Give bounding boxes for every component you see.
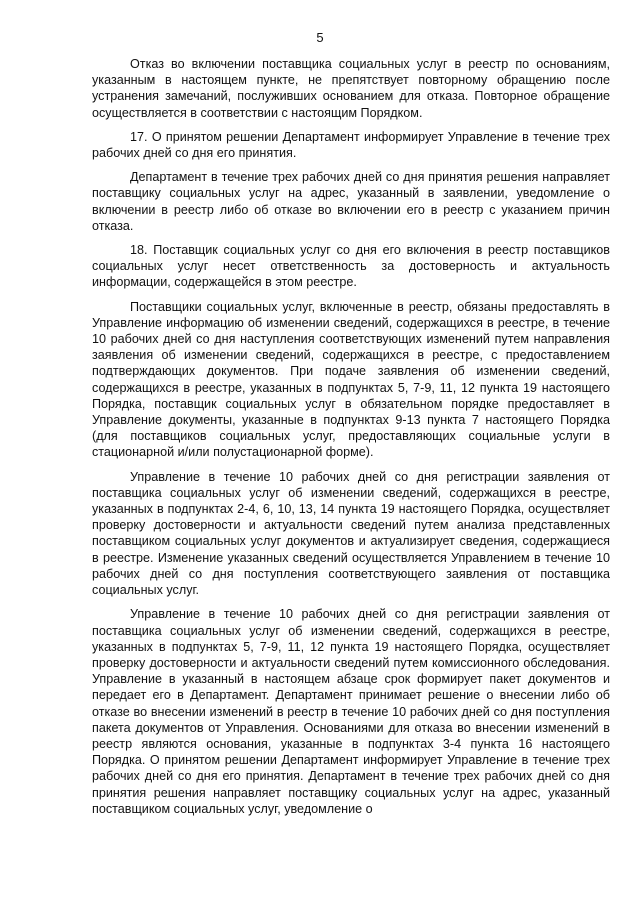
paragraph-management-check-2: Управление в течение 10 рабочих дней со дня регистрации заявления от поставщика социальных услуг об изменении сведений, содержащихся в реестре, указанных в подпунктах 5, 7-9, 11, 12 пункта 19 настоящего Порядка, осуществляет проверку достоверности и актуальности сведений путем комиссионного обследования. Управление в указанный в настоящем абзаце срок формирует пакет документов и передает его в Департамент. Департамент принимает решение о внесении либо об отказе во внесении изменений в реестр в течение 10 рабочих дней со дня поступления пакета документов от Управления. Основаниями для отказа во внесении изменений в реестр являются основания, указанные в подпунктах 3-4 пункта 16 настоящего Порядка. О принятом решении Департамент информирует Управление в течение трех рабочих дней со дня его принятия. Департамент в течение трех рабочих дней со дня принятия решения направляет поставщику социальных услуг на адрес, указанный поставщиком социальных услуг, уведомление о xyxy=(92,607,610,816)
document-body xyxy=(92,56,610,817)
paragraph-providers-obligation: Поставщики социальных услуг, включенные в реестр, обязаны предоставлять в Управление информацию об изменении сведений, содержащихся в реестре, в течение 10 рабочих дней со дня наступления соответствующих изменений путем направления заявления об изменении сведений, содержащихся в реестре, с предоставлением подтверждающих документов. При подаче заявления об изменении сведений, содержащихся в реестре, указанных в подпунктах 5, 7-9, 11, 12 пункта 19 настоящего Порядка, поставщик социальных услуг в обязательном порядке предоставляет в Управление документы, указанные в подпунктах 9-13 пункта 7 настоящего Порядка (для поставщиков социальных услуг, предоставляющих социальные услуги в стационарной и/или полустационарной форме). xyxy=(92,299,610,460)
paragraph-18: 18. Поставщик социальных услуг со дня его включения в реестр поставщиков социальных услуг несет ответственность за достоверность и актуальность информации, содержащейся в этом реестре. xyxy=(92,243,610,290)
paragraph-management-check-1: Управление в течение 10 рабочих дней со дня регистрации заявления от поставщика социальных услуг об изменении сведений, содержащихся в реестре, указанных в подпунктах 2-4, 6, 10, 13, 14 пункта 19 настоящего Порядка, осуществляет проверку достоверности и актуальности сведений путем анализа представленных поставщиком социальных услуг документов и актуализирует сведения, содержащиеся в реестре. Изменение указанных сведений осуществляется Управлением в течение 10 рабочих дней со дня поступления соответствующего заявления от поставщика социальных услуг. xyxy=(92,469,610,598)
page-number: 5 xyxy=(316,30,324,45)
paragraph-department-notice: Департамент в течение трех рабочих дней со дня принятия решения направляет поставщику социальных услуг на адрес, указанный в заявлении, уведомление о включении в реестр либо об отказе во включении его в реестр с указанием причин отказа. xyxy=(92,170,610,233)
paragraph-17: 17. О принятом решении Департамент информирует Управление в течение трех рабочих дней со дня его принятия. xyxy=(92,129,610,161)
paragraph-refusal-note: Отказ во включении поставщика социальных услуг в реестр по основаниям, указанным в настоящем пункте, не препятствует повторному обращению после устранения замечаний, послуживших основанием для отказа. Повторное обращение осуществляется в соответствии с настоящим Порядком. xyxy=(92,57,610,120)
